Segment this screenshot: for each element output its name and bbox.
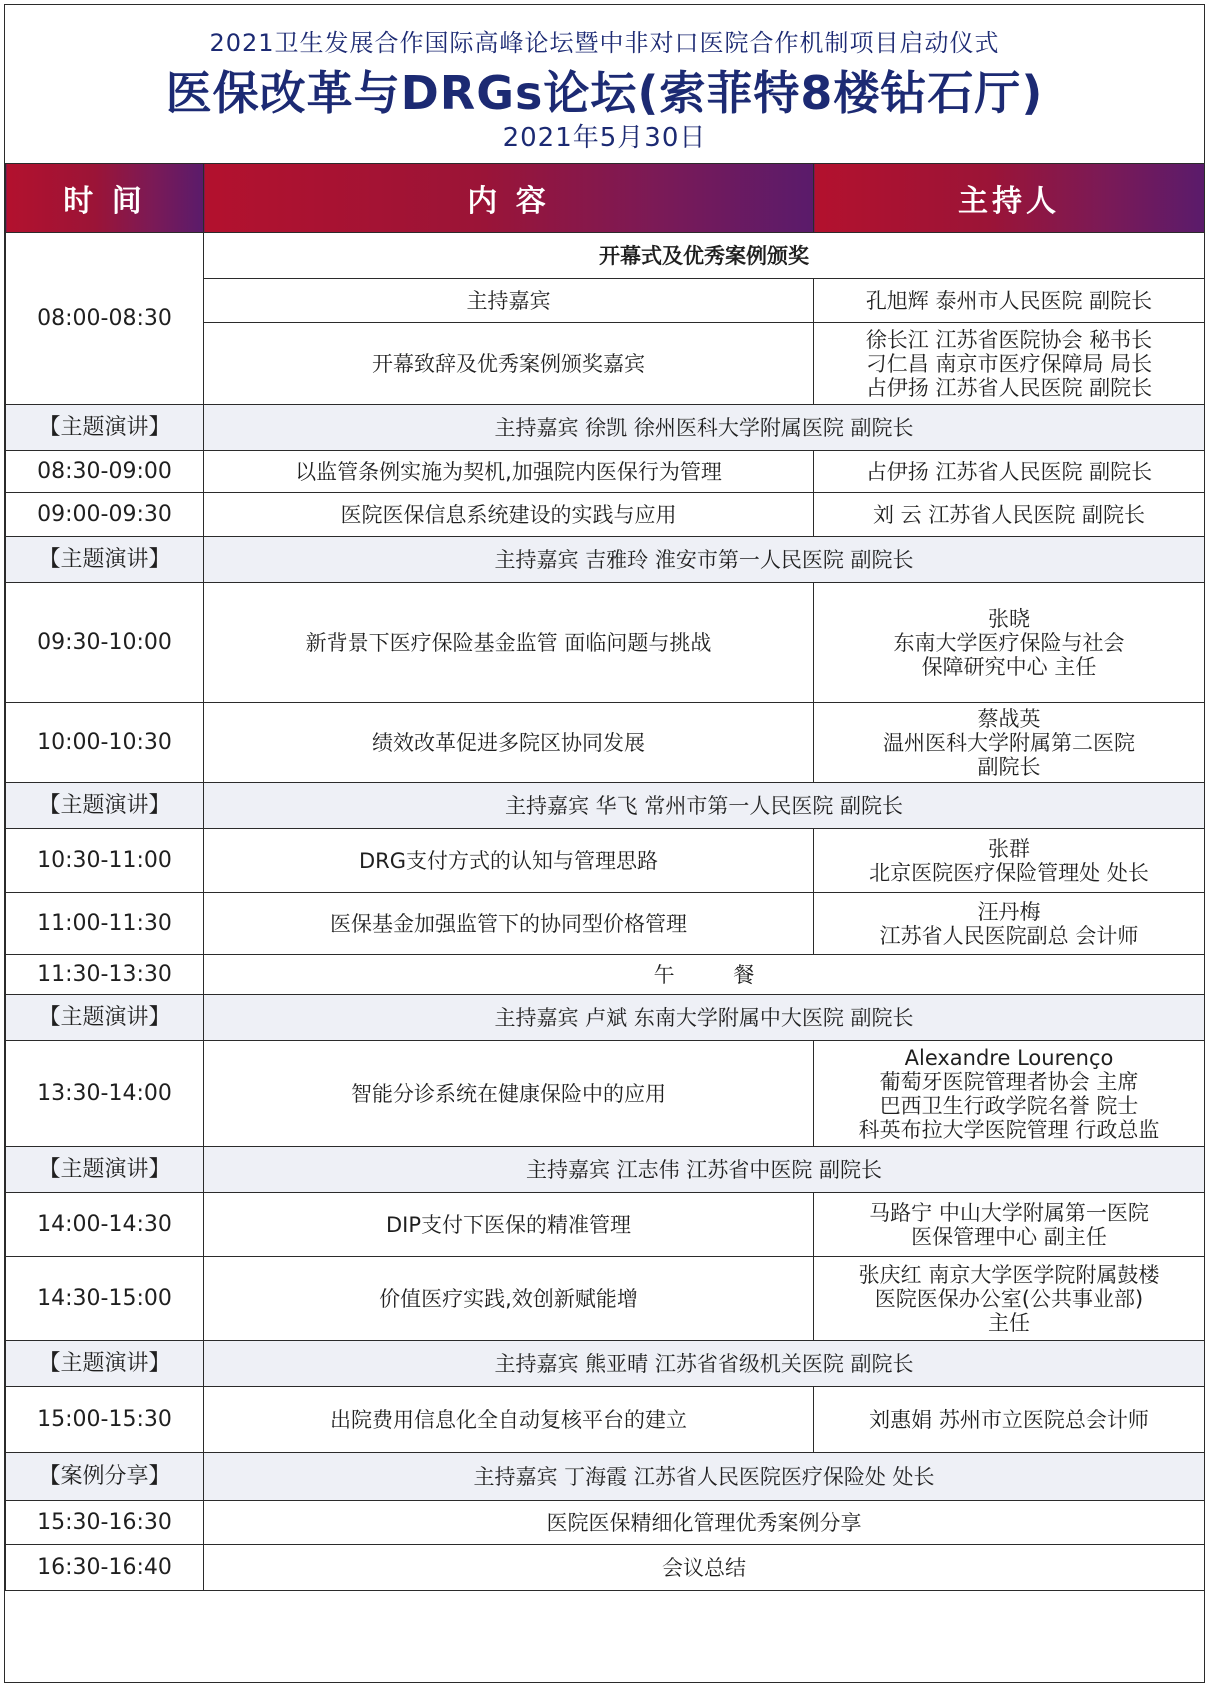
table-row [6, 1341, 1205, 1387]
content-cell: 以监管条例实施为契机,加强院内医保行为管理 [204, 451, 814, 493]
session-host: 主持嘉宾 华飞 常州市第一人民医院 副院长 [204, 783, 1205, 829]
host-cell [814, 703, 1205, 783]
host-line: 葡萄牙医院管理者协会 主席 [879, 1069, 1139, 1094]
table-row [6, 1193, 1205, 1257]
session-label: 【主题演讲】 [6, 783, 204, 829]
host-line: 温州医科大学附属第二医院 [883, 730, 1135, 755]
host-cell: 刘 云 江苏省人民医院 副院长 [814, 493, 1205, 537]
host-cell: 刘惠娟 苏州市立医院总会计师 [814, 1387, 1205, 1453]
event-subtitle: 2021卫生发展合作国际高峰论坛暨中非对口医院合作机制项目启动仪式 [209, 29, 1000, 57]
content-cell: 出院费用信息化全自动复核平台的建立 [204, 1387, 814, 1453]
host-line: 占伊扬 江苏省人民医院 副院长 [865, 375, 1153, 400]
host-cell [814, 1257, 1205, 1341]
content-cell: DRG支付方式的认知与管理思路 [204, 829, 814, 893]
table-row [6, 493, 1205, 537]
session-host: 主持嘉宾 吉雅玲 淮安市第一人民医院 副院长 [204, 537, 1205, 583]
content-cell: 医院医保信息系统建设的实践与应用 [204, 493, 814, 537]
section-title: 开幕式及优秀案例颁奖 [204, 233, 1205, 279]
session-label: 【主题演讲】 [6, 537, 204, 583]
content-cell: 绩效改革促进多院区协同发展 [204, 703, 814, 783]
column-header-host: 主持人 [814, 164, 1205, 233]
host-line: 张群 [988, 836, 1030, 861]
host-cell [814, 583, 1205, 703]
table-row [6, 405, 1205, 451]
agenda-header [5, 5, 1204, 163]
time-cell: 08:00-08:30 [6, 233, 204, 405]
host-line: 蔡战英 [977, 706, 1041, 731]
table-row [6, 583, 1205, 703]
host-line: 江苏省人民医院副总 会计师 [879, 923, 1139, 948]
table-row [6, 233, 1205, 279]
session-host: 主持嘉宾 熊亚晴 江苏省省级机关医院 副院长 [204, 1341, 1205, 1387]
host-cell [814, 323, 1205, 405]
session-label: 【主题演讲】 [6, 1147, 204, 1193]
host-line: 张庆红 南京大学医学院附属鼓楼 [858, 1262, 1160, 1287]
content-cell: 主持嘉宾 [204, 279, 814, 323]
host-cell [814, 829, 1205, 893]
table-row [6, 1387, 1205, 1453]
host-line: 保障研究中心 主任 [921, 654, 1097, 679]
content-cell: 智能分诊系统在健康保险中的应用 [204, 1041, 814, 1147]
time-cell: 09:30-10:00 [6, 583, 204, 703]
session-label: 【主题演讲】 [6, 405, 204, 451]
table-row [6, 1453, 1205, 1501]
host-line: 副院长 [977, 754, 1041, 779]
session-host: 主持嘉宾 徐凯 徐州医科大学附属医院 副院长 [204, 405, 1205, 451]
content-cell: 医保基金加强监管下的协同型价格管理 [204, 893, 814, 955]
table-row [6, 955, 1205, 995]
time-cell: 11:30-13:30 [6, 955, 204, 995]
host-line: 马路宁 中山大学附属第一医院 [869, 1200, 1149, 1225]
table-row [6, 783, 1205, 829]
column-header-time: 时 间 [6, 164, 204, 233]
table-row [6, 1147, 1205, 1193]
table-row [6, 893, 1205, 955]
time-cell: 10:30-11:00 [6, 829, 204, 893]
session-label: 【主题演讲】 [6, 1341, 204, 1387]
host-cell [814, 1041, 1205, 1147]
table-row [6, 1501, 1205, 1545]
event-date: 2021年5月30日 [502, 123, 707, 153]
agenda-table [5, 163, 1205, 1591]
time-cell: 14:00-14:30 [6, 1193, 204, 1257]
host-line: 巴西卫生行政学院名誉 院士 [879, 1093, 1139, 1118]
time-cell: 15:00-15:30 [6, 1387, 204, 1453]
table-row [6, 1545, 1205, 1591]
session-host: 主持嘉宾 丁海霞 江苏省人民医院医疗保险处 处长 [204, 1453, 1205, 1501]
host-cell: 孔旭辉 泰州市人民医院 副院长 [814, 279, 1205, 323]
content-cell: 开幕致辞及优秀案例颁奖嘉宾 [204, 323, 814, 405]
host-line: 汪丹梅 [977, 899, 1041, 924]
time-cell: 13:30-14:00 [6, 1041, 204, 1147]
content-cell: 价值医疗实践,效创新赋能增 [204, 1257, 814, 1341]
time-cell: 10:00-10:30 [6, 703, 204, 783]
time-cell: 09:00-09:30 [6, 493, 204, 537]
host-line: 科英布拉大学医院管理 行政总监 [858, 1117, 1160, 1142]
host-line: 北京医院医疗保险管理处 处长 [869, 860, 1149, 885]
table-row [6, 829, 1205, 893]
time-cell: 14:30-15:00 [6, 1257, 204, 1341]
host-line: 主任 [988, 1310, 1030, 1335]
session-label: 【主题演讲】 [6, 995, 204, 1041]
forum-title: 医保改革与DRGs论坛(索菲特8楼钻石厅) [165, 66, 1044, 120]
host-line: 徐长江 江苏省医院协会 秘书长 [865, 327, 1153, 352]
host-line: Alexandre Lourenço [904, 1045, 1114, 1070]
table-row [6, 703, 1205, 783]
table-header-row [6, 164, 1205, 233]
column-header-content: 内 容 [204, 164, 814, 233]
time-cell: 15:30-16:30 [6, 1501, 204, 1545]
table-row [6, 451, 1205, 493]
time-cell: 16:30-16:40 [6, 1545, 204, 1591]
host-line: 刁仁昌 南京市医疗保障局 局长 [865, 351, 1153, 376]
host-line: 医保管理中心 副主任 [911, 1224, 1107, 1249]
host-line: 东南大学医疗保险与社会 [893, 630, 1125, 655]
session-label: 【案例分享】 [6, 1453, 204, 1501]
table-row [6, 537, 1205, 583]
lunch-label: 午 餐 [653, 962, 781, 987]
lunch-break [204, 955, 1205, 995]
session-host: 主持嘉宾 卢斌 东南大学附属中大医院 副院长 [204, 995, 1205, 1041]
content-cell: 新背景下医疗保险基金监管 面临问题与挑战 [204, 583, 814, 703]
host-cell [814, 1193, 1205, 1257]
agenda-frame [4, 4, 1205, 1683]
content-cell: DIP支付下医保的精准管理 [204, 1193, 814, 1257]
session-host: 主持嘉宾 江志伟 江苏省中医院 副院长 [204, 1147, 1205, 1193]
table-row [6, 1257, 1205, 1341]
table-row [6, 1041, 1205, 1147]
content-cell: 会议总结 [204, 1545, 1205, 1591]
time-cell: 08:30-09:00 [6, 451, 204, 493]
content-cell: 医院医保精细化管理优秀案例分享 [204, 1501, 1205, 1545]
host-cell [814, 893, 1205, 955]
host-line: 医院医保办公室(公共事业部) [874, 1286, 1144, 1311]
time-cell: 11:00-11:30 [6, 893, 204, 955]
host-cell: 占伊扬 江苏省人民医院 副院长 [814, 451, 1205, 493]
host-line: 张晓 [988, 606, 1030, 631]
table-row [6, 995, 1205, 1041]
